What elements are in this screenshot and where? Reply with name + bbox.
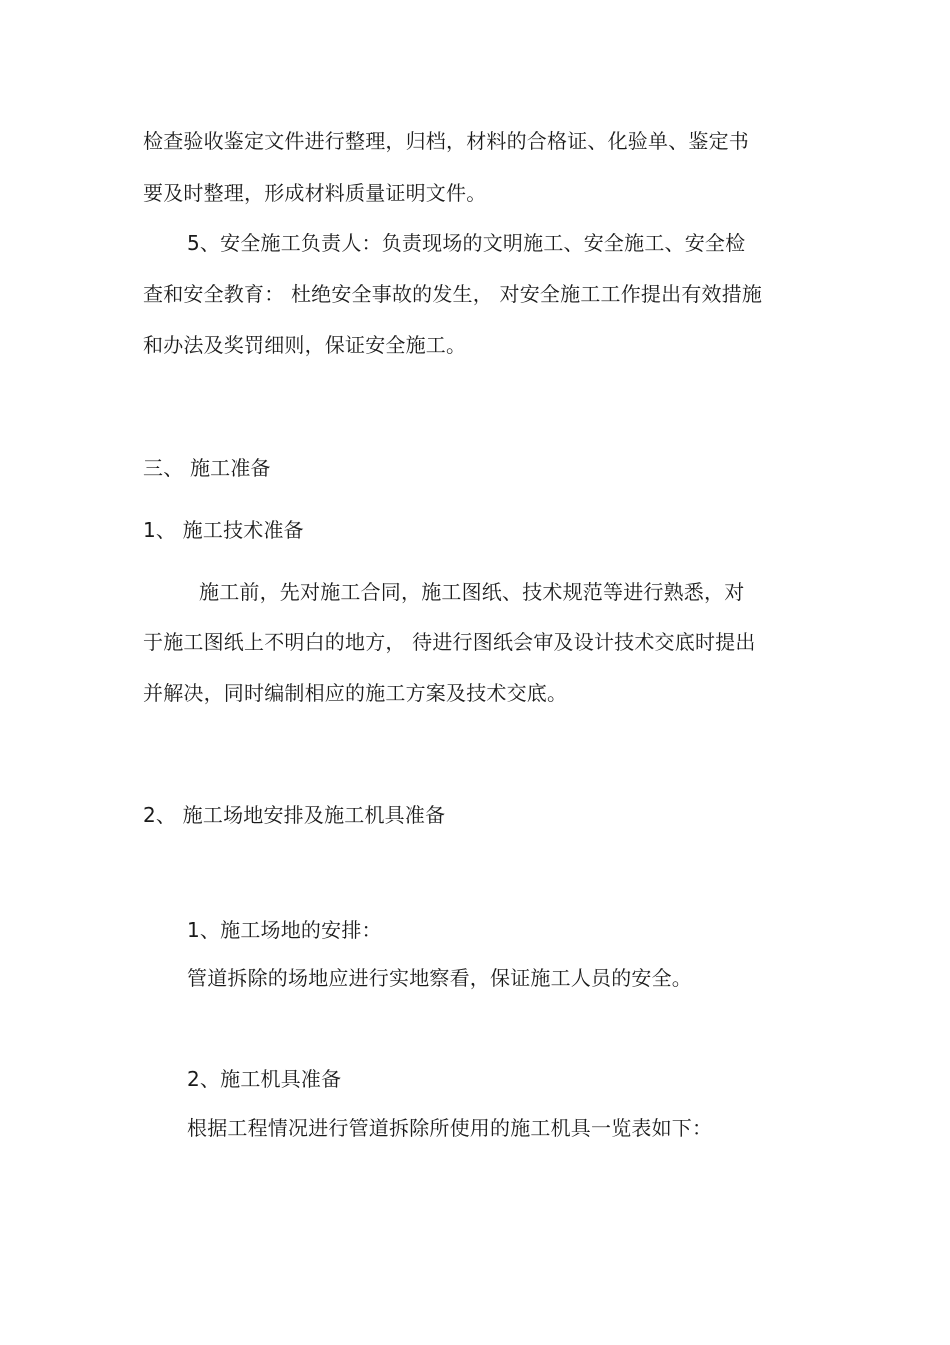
paragraph-line: 要及时整理，形成材料质量证明文件。 [143, 181, 487, 205]
paragraph-line: 并解决，同时编制相应的施工方案及技术交底。 [143, 681, 568, 705]
paragraph-line: 查和安全教育： 杜绝安全事故的发生， 对安全施工工作提出有效措施 [143, 282, 763, 306]
paragraph-line: 施工前，先对施工合同，施工图纸、技术规范等进行熟悉，对 [199, 580, 745, 604]
item-heading: 1、施工场地的安排： [187, 918, 382, 942]
subsection-heading: 2、 施工场地安排及施工机具准备 [143, 803, 446, 827]
section-heading: 三、 施工准备 [143, 456, 271, 480]
paragraph-line: 管道拆除的场地应进行实地察看，保证施工人员的安全。 [187, 966, 692, 990]
item-heading: 2、施工机具准备 [187, 1067, 342, 1091]
paragraph-line: 5、安全施工负责人：负责现场的文明施工、安全施工、安全检 [187, 231, 746, 255]
paragraph-line: 根据工程情况进行管道拆除所使用的施工机具一览表如下： [187, 1116, 713, 1140]
paragraph-line: 和办法及奖罚细则，保证安全施工。 [143, 333, 467, 357]
paragraph-line: 于施工图纸上不明白的地方， 待进行图纸会审及设计技术交底时提出 [143, 630, 756, 654]
subsection-heading: 1、 施工技术准备 [143, 518, 304, 542]
paragraph-line: 检查验收鉴定文件进行整理，归档，材料的合格证、化验单、鉴定书 [143, 129, 749, 153]
